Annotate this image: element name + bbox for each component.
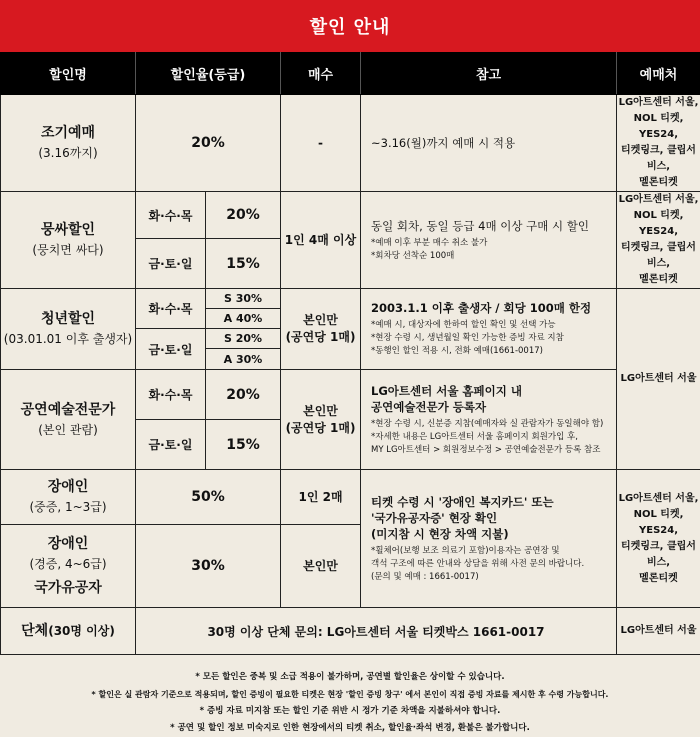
youth-grade-a-weekend: A 30% bbox=[206, 349, 281, 370]
expert-qty: 본인만 (공연당 1매) bbox=[281, 370, 361, 470]
row-early bbox=[1, 95, 700, 192]
group-vendor: LG아트센터 서울 bbox=[617, 608, 700, 655]
bundle-days-weekend: 금·토·일 bbox=[136, 239, 206, 289]
early-qty: - bbox=[281, 95, 361, 192]
early-rate: 20% bbox=[136, 95, 281, 192]
footer-note: * 모든 할인은 중복 및 소급 적용이 불가하며, 공연별 할인율은 상이할 수 있습니다. bbox=[0, 669, 700, 686]
expert-days-weekday: 화·수·목 bbox=[136, 370, 206, 420]
page-title: 할인 안내 bbox=[0, 0, 700, 52]
youth-expert-vendor: LG아트센터 서울 bbox=[617, 289, 700, 470]
header-vendor: 예매처 bbox=[617, 53, 700, 95]
group-ref: 30명 이상 단체 문의: LG아트센터 서울 티켓박스 1661-0017 bbox=[136, 608, 617, 655]
youth-ref: 2003.1.1 이후 출생자 / 회당 100매 한정 *예매 시, 대상자에 한하여 할인 확인 및 선택 가능 *현장 수령 시, 생년월일 확인 가능한 증빙 자료 지참 *동행인 할인 적용 시, 전화 예매(1661-0017) bbox=[361, 289, 617, 370]
disabled-ref: 티켓 수령 시 '장애인 복지카드' 또는 '국가유공자증' 현장 확인 (미지참 시 현장 차액 지불) *휠체어(보행 보조 의료기 포함)이용자는 공연장 및 객석 구조에 따른 안내와 상담을 위해 사전 문의 바랍니다. (문의 및 예매 : 1661-0017) bbox=[361, 470, 617, 608]
table-header-row bbox=[1, 53, 700, 95]
bundle-qty: 1인 4매 이상 bbox=[281, 192, 361, 289]
bundle-vendors: LG아트센터 서울, NOL 티켓, YES24, 티켓링크, 클립서비스, 멜론티켓 bbox=[617, 192, 700, 289]
expert-days-weekend: 금·토·일 bbox=[136, 420, 206, 470]
row-youth-1 bbox=[1, 289, 700, 309]
youth-grade-s-weekday: S 30% bbox=[206, 289, 281, 309]
expert-rate-weekend: 15% bbox=[206, 420, 281, 470]
header-name: 할인명 bbox=[1, 53, 136, 95]
row-group bbox=[1, 608, 700, 655]
bundle-name: 뭉싸할인 (뭉치면 싸다) bbox=[1, 192, 136, 289]
early-name: 조기예매 (3.16까지) bbox=[1, 95, 136, 192]
expert-rate-weekday: 20% bbox=[206, 370, 281, 420]
early-vendors: LG아트센터 서울, NOL 티켓, YES24, 티켓링크, 클립서비스, 멜론티켓 bbox=[617, 95, 700, 192]
disabled-vendors: LG아트센터 서울, NOL 티켓, YES24, 티켓링크, 클립서비스, 멜론티켓 bbox=[617, 470, 700, 608]
disabled-mild-rate: 30% bbox=[136, 525, 281, 608]
disabled-severe-name: 장애인 (중증, 1~3급) bbox=[1, 470, 136, 525]
footer-note: * 공연 및 할인 정보 미숙지로 인한 현장에서의 티켓 취소, 할인율·좌석 변경, 환불은 불가합니다. bbox=[0, 720, 700, 737]
bundle-rate-weekend: 15% bbox=[206, 239, 281, 289]
expert-ref: LG아트센터 서울 홈페이지 내 공연예술전문가 등록자 *현장 수령 시, 신분증 지참(예매자와 실 관람자가 동일해야 함) *자세한 내용은 LG아트센터 서울 홈페이지 회원가입 후, MY LG아트센터 > 회원정보수정 > 공연예술전문가 등록 참조 bbox=[361, 370, 617, 470]
disabled-severe-qty: 1인 2매 bbox=[281, 470, 361, 525]
bundle-days-weekday: 화·수·목 bbox=[136, 192, 206, 239]
row-expert-1 bbox=[1, 370, 700, 420]
early-ref: ~3.16(월)까지 예매 시 적용 bbox=[361, 95, 617, 192]
footer-note: * 할인은 실 관람자 기준으로 적용되며, 할인 증빙이 필요한 티켓은 현장 '할인 증빙 창구' 에서 본인이 직접 증빙 자료를 제시한 후 수령 가능합니다. bbox=[0, 686, 700, 703]
youth-name: 청년할인 (03.01.01 이후 출생자) bbox=[1, 289, 136, 370]
footer-note: * 증빙 자료 미지참 또는 할인 기준 위반 시 정가 기준 차액을 지불하셔야 합니다. bbox=[0, 703, 700, 720]
expert-name: 공연예술전문가 (본인 관람) bbox=[1, 370, 136, 470]
youth-grade-s-weekend: S 20% bbox=[206, 329, 281, 349]
discount-table bbox=[0, 52, 700, 655]
youth-days-weekend: 금·토·일 bbox=[136, 329, 206, 370]
header-rate: 할인율(등급) bbox=[136, 53, 281, 95]
youth-days-weekday: 화·수·목 bbox=[136, 289, 206, 329]
disabled-mild-qty: 본인만 bbox=[281, 525, 361, 608]
group-name: 단체(30명 이상) bbox=[1, 608, 136, 655]
youth-grade-a-weekday: A 40% bbox=[206, 309, 281, 329]
row-disabled-severe bbox=[1, 470, 700, 525]
youth-qty: 본인만 (공연당 1매) bbox=[281, 289, 361, 370]
disabled-mild-name: 장애인 (경증, 4~6급) 국가유공자 bbox=[1, 525, 136, 608]
footer-notes bbox=[0, 655, 700, 737]
row-bundle-1 bbox=[1, 192, 700, 239]
bundle-ref: 동일 회차, 동일 등급 4매 이상 구매 시 할인 *예매 이후 부분 매수 취소 불가 *회차당 선착순 100매 bbox=[361, 192, 617, 289]
disabled-severe-rate: 50% bbox=[136, 470, 281, 525]
header-ref: 참고 bbox=[361, 53, 617, 95]
header-qty: 매수 bbox=[281, 53, 361, 95]
bundle-rate-weekday: 20% bbox=[206, 192, 281, 239]
